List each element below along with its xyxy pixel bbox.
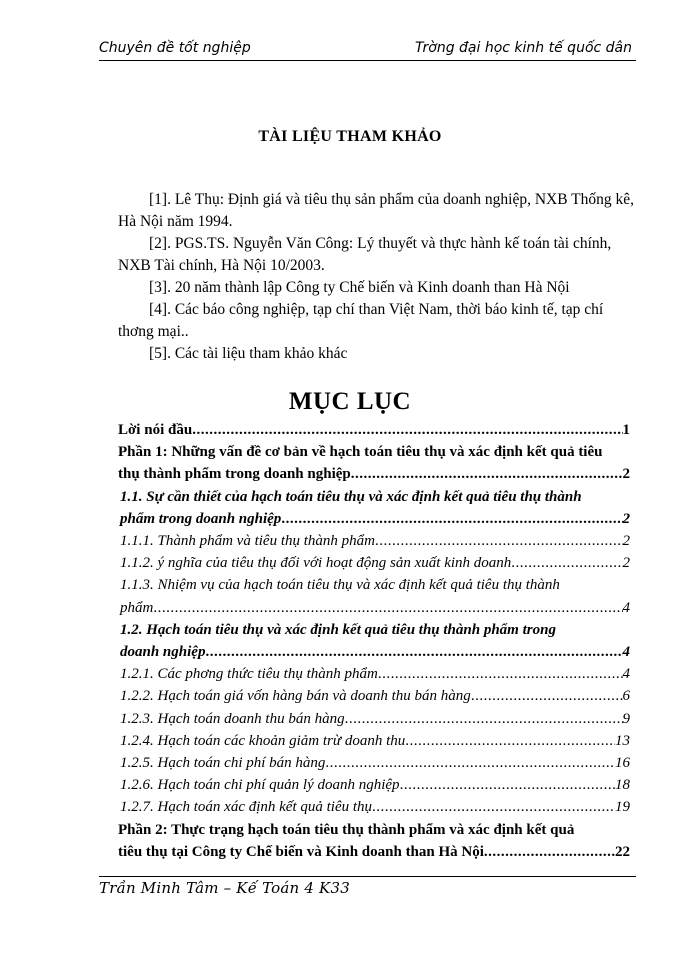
toc-page-number: 4 (622, 644, 630, 661)
toc-entry-title: 1.2.1. Các phơng thức tiêu thụ thành phẩm (120, 666, 378, 683)
toc-page-number: 2 (622, 555, 630, 572)
toc-entry-title: 1.1. Sự cần thiết của hạch toán tiêu thụ và xác định kết quả tiêu thụ thành (120, 488, 582, 505)
toc-entry[interactable] (118, 619, 630, 663)
toc-entry-title: 1.2.3. Hạch toán doanh thu bán hàng (120, 710, 345, 727)
toc-entry-title-cont: phẩm trong doanh nghiệp (120, 510, 282, 527)
toc-page-number: 1 (622, 422, 630, 438)
toc-entry[interactable] (118, 419, 630, 441)
toc-entry-title: 1.1.1. Thành phẩm và tiêu thụ thành phẩm (120, 533, 375, 550)
toc-entry-title: Phần 2: Thực trạng hạch toán tiêu thụ thành phẩm và xác định kết quả (118, 821, 575, 838)
header-left-text: Chuyên đề tốt nghiệp (99, 40, 251, 56)
toc-entry-title-cont: tiêu thụ tại Công ty Chế biến và Kinh doanh than Hà Nội (118, 843, 484, 860)
toc-dot-leader (192, 419, 622, 441)
references-title: TÀI LIỆU THAM KHẢO (258, 128, 442, 145)
toc-entry[interactable] (118, 819, 630, 863)
toc-dot-leader (378, 663, 623, 685)
toc-entry[interactable] (118, 663, 630, 685)
toc-dot-leader (205, 641, 622, 663)
toc-entry-title-cont: phẩm (120, 599, 154, 616)
reference-item: [4]. Các báo công nghiệp, tạp chí than Việt Nam, thời báo kinh tế, tạp chí thơng mại.. (118, 301, 604, 340)
toc-page-number: 2 (622, 466, 630, 483)
toc-entry-title: 1.2.4. Hạch toán các khoản giảm trừ doanh thu (120, 732, 406, 749)
toc-entry-title: 1.2.5. Hạch toán chi phí bán hàng (120, 755, 326, 772)
toc-page-number: 19 (615, 799, 630, 816)
toc-entry[interactable] (118, 441, 630, 485)
toc-dot-leader (345, 708, 623, 730)
toc-dot-leader (325, 752, 615, 774)
toc-entry[interactable] (118, 774, 630, 796)
reference-item: [2]. PGS.TS. Nguyễn Văn Công: Lý thuyết và thực hành kế toán tài chính, NXB Tài chính, Hà Nội 10/2003. (118, 235, 612, 274)
toc-page-number: 4 (622, 599, 630, 616)
toc-entry-title: 1.1.2. ý nghĩa của tiêu thụ đối với hoạt động sản xuất kinh doanh (120, 555, 512, 572)
reference-item: [1]. Lê Thụ: Định giá và tiêu thụ sản phẩm của doanh nghiệp, NXB Thống kê, Hà Nội năm 1994. (118, 191, 634, 230)
page-footer: Trần Minh Tâm – Kế Toán 4 K33 (99, 879, 350, 897)
toc-page-number: 4 (622, 666, 630, 683)
toc-entry-title: 1.2.2. Hạch toán giá vốn hàng bán và doanh thu bán hàng (120, 688, 471, 705)
reference-item: [3]. 20 năm thành lập Công ty Chế biến và Kinh doanh than Hà Nội (149, 279, 570, 296)
toc-entry-title-cont: doanh nghiệp (120, 644, 206, 661)
toc-dot-leader (372, 796, 615, 818)
toc-dot-leader (484, 841, 615, 863)
toc-entry[interactable] (118, 708, 630, 730)
toc-page-number: 6 (622, 688, 630, 705)
references-list (118, 189, 638, 365)
toc-entry[interactable] (118, 574, 630, 618)
toc-page-number: 2 (622, 510, 630, 527)
toc-dot-leader (351, 463, 623, 485)
reference-item: [5]. Các tài liệu tham khảo khác (149, 345, 348, 362)
toc-entry-title: 1.2.7. Hạch toán xác định kết quả tiêu thụ (120, 799, 373, 816)
toc-entry[interactable] (118, 486, 630, 530)
toc-page-number: 13 (615, 732, 630, 749)
toc-dot-leader (511, 552, 622, 574)
toc-entry[interactable] (118, 796, 630, 818)
toc-entry[interactable] (118, 530, 630, 552)
toc-dot-leader (400, 774, 615, 796)
toc-entry-title: 1.2.6. Hạch toán chi phí quản lý doanh nghiệp (120, 777, 400, 794)
toc-entry[interactable] (118, 752, 630, 774)
toc-page-number: 2 (622, 533, 630, 550)
page-header (99, 38, 636, 61)
toc-entry[interactable] (118, 552, 630, 574)
toc-entry-title: Lời nói đầu (118, 422, 193, 438)
footer-divider (99, 876, 636, 877)
toc-page-number: 22 (615, 843, 630, 860)
toc-entry-title-cont: thụ thành phẩm trong doanh nghiệp (118, 466, 351, 483)
toc-dot-leader (471, 685, 623, 707)
table-of-contents (118, 419, 630, 863)
header-right-text: Trờng đại học kinh tế quốc dân (415, 40, 632, 56)
toc-title: MỤC LỤC (288, 388, 412, 415)
toc-dot-leader (375, 530, 623, 552)
toc-dot-leader (281, 508, 622, 530)
toc-entry-title: 1.2. Hạch toán tiêu thụ và xác định kết quả tiêu thụ thành phẩm trong (120, 621, 556, 638)
toc-page-number: 18 (615, 777, 630, 794)
toc-dot-leader (153, 597, 622, 619)
toc-page-number: 9 (622, 710, 630, 727)
toc-entry-title: 1.1.3. Nhiệm vụ của hạch toán tiêu thụ và xác định kết quả tiêu thụ thành (120, 577, 560, 594)
toc-entry[interactable] (118, 730, 630, 752)
toc-dot-leader (405, 730, 615, 752)
toc-page-number: 16 (615, 755, 630, 772)
toc-entry[interactable] (118, 685, 630, 707)
toc-entry-title: Phần 1: Những vấn đề cơ bản về hạch toán tiêu thụ và xác định kết quả tiêu (118, 444, 603, 461)
